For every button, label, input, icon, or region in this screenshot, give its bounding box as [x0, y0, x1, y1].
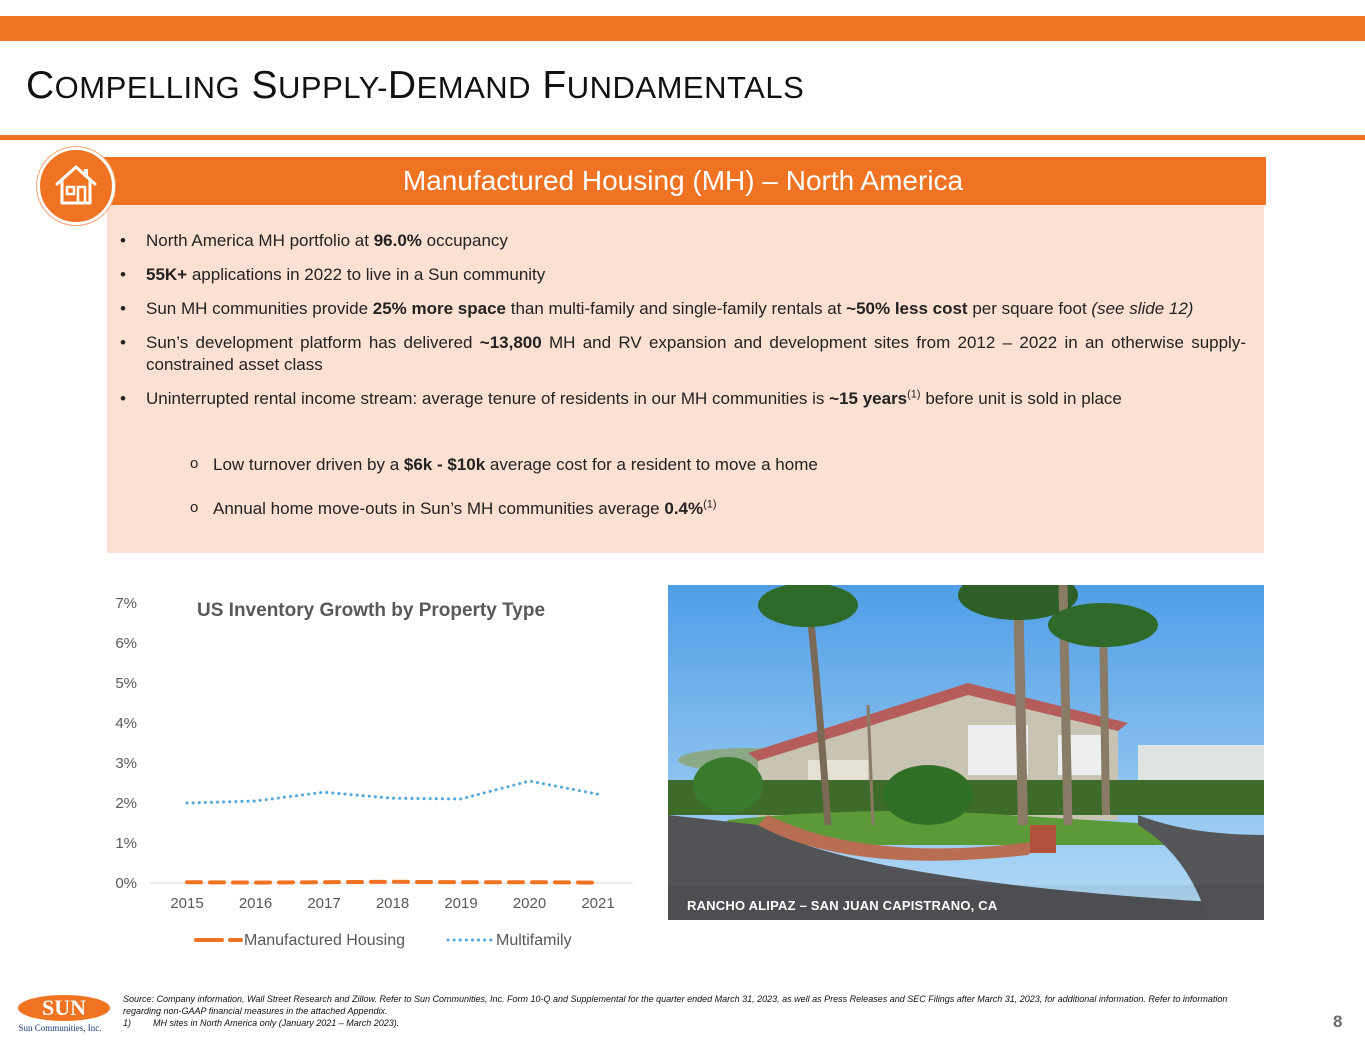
page-number: 8 — [1333, 1012, 1343, 1031]
y-tick-label: 3% — [115, 755, 137, 772]
bullet-highlight: $6k - $10k — [403, 455, 486, 474]
chart-title: US Inventory Growth by Property Type — [197, 600, 546, 621]
bullet-highlight: 96.0% — [373, 231, 422, 250]
footnote-marker: (1) — [703, 498, 717, 511]
inventory-growth-chart — [100, 588, 650, 958]
page-title-text: COMPELLING SUPPLY-DEMAND FUNDAMENTALS — [26, 64, 805, 107]
bullet-highlight: 55K+ — [146, 265, 188, 284]
bullet-tenure: • Uninterrupted rental income stream: average tenure of residents in our MH communities is ~15 years$^{(1)}$ before unit is sold in place — [120, 388, 1122, 408]
y-tick-label: 4% — [115, 715, 137, 732]
bullet-text: applications in 2022 to live in a Sun community — [187, 265, 546, 284]
y-tick-label: 6% — [115, 635, 137, 652]
bullet-text: per square foot — [967, 299, 1092, 318]
footnote-1 — [123, 1017, 1263, 1029]
bullet-occupancy: • North America MH portfolio at 96.0% occupancy — [120, 231, 508, 250]
footnotes — [123, 993, 1263, 1029]
series-line-multifamily — [187, 781, 598, 803]
logo-company: Sun Communities, Inc. — [18, 1023, 102, 1033]
bullet-list — [120, 230, 1246, 422]
x-tick-label: 2018 — [375, 895, 410, 912]
bullet-text: Low turnover driven by a — [213, 455, 404, 474]
photo-caption: RANCHO ALIPAZ – SAN JUAN CAPISTRANO, CA — [687, 898, 998, 913]
legend-label: Multifamily — [496, 932, 572, 949]
y-tick-label: 7% — [115, 595, 137, 612]
bullet-highlight: ~15 years — [829, 389, 908, 408]
bullet-reference: (see slide 12) — [1091, 299, 1194, 318]
bullet-text: occupancy — [421, 231, 508, 250]
bullet-text: MH and RV expansion and development sites from 2012 – 2022 in an otherwise supply-constrained asset class — [146, 333, 1246, 374]
bullet-highlight: 25% more space — [372, 299, 507, 318]
footnote-marker: (1) — [907, 388, 921, 401]
series-line-manufactured-housing — [187, 882, 598, 883]
sub-bullet-move-outs: o Annual home move-outs in Sun’s MH communities average 0.4%$^{(1)}$ — [190, 498, 717, 518]
chart-svg — [100, 588, 650, 958]
page-title — [26, 64, 804, 108]
x-tick-label: 2017 — [307, 895, 341, 912]
section-banner — [100, 157, 1266, 205]
bullet-text: before unit is sold in place — [920, 389, 1122, 408]
x-tick-label: 2015 — [170, 895, 204, 912]
bullet-highlight: ~50% less cost — [846, 299, 968, 318]
bullet-text: Uninterrupted rental income stream: average tenure of residents in our MH communities is — [146, 389, 830, 408]
title-divider — [0, 135, 1365, 140]
bullet-text: than multi-family and single-family rentals at — [506, 299, 847, 318]
y-tick-label: 2% — [115, 795, 137, 812]
bullet-text: North America MH portfolio at — [146, 231, 374, 250]
source-note: Source: Company information, Wall Street Research and Zillow. Refer to Sun Communities, Inc. Form 10-Q and Supplemental for the quarter ended March 31, 2023, as well as Press Releases and SEC Filings after March 31, 2023, for additional information. Refer to information regarding non-GAAP financial measures in the attached Appendix. — [123, 994, 1228, 1016]
sub-bullet-turnover: o Low turnover driven by a $6k - $10k average cost for a resident to move a home — [190, 455, 818, 474]
bullet-development: • Sun’s development platform has delivered ~13,800 MH and RV expansion and development sites from 2012 – 2022 in an otherwise supply-constrained asset class — [120, 333, 1246, 374]
footnote-text: MH sites in North America only (January 2021 – March 2023). — [153, 1018, 400, 1028]
bullet-text: Annual home move-outs in Sun’s MH communities average — [213, 499, 665, 518]
logo-word: SUN — [41, 995, 87, 1020]
y-tick-label: 1% — [115, 835, 137, 852]
company-logo — [6, 994, 114, 1034]
x-tick-label: 2016 — [238, 895, 273, 912]
bullet-text: Sun’s development platform has delivered — [146, 333, 480, 352]
community-photo — [668, 585, 1264, 920]
legend-label: Manufactured Housing — [244, 932, 405, 949]
bullet-space: • Sun MH communities provide 25% more space than multi-family and single-family rentals at ~50% less cost per square foot (see slide 12) — [120, 299, 1194, 318]
community-photo-image — [668, 585, 1264, 920]
bullet-text: Sun MH communities provide — [146, 299, 373, 318]
bullet-highlight: 0.4% — [664, 499, 704, 518]
bullet-applications: • 55K+ applications in 2022 to live in a Sun community — [120, 265, 546, 284]
y-tick-label: 5% — [115, 675, 137, 692]
x-tick-label: 2020 — [512, 895, 547, 912]
y-tick-label: 0% — [115, 875, 137, 892]
x-tick-label: 2019 — [444, 895, 478, 912]
top-accent-bar — [0, 16, 1365, 41]
house-icon — [37, 147, 115, 225]
banner-title: Manufactured Housing (MH) – North America — [402, 165, 964, 196]
bullet-highlight: ~13,800 — [479, 333, 542, 352]
x-tick-label: 2021 — [581, 895, 615, 912]
bullet-text: average cost for a resident to move a home — [485, 455, 818, 474]
footnote-marker: 1) — [123, 1018, 132, 1028]
